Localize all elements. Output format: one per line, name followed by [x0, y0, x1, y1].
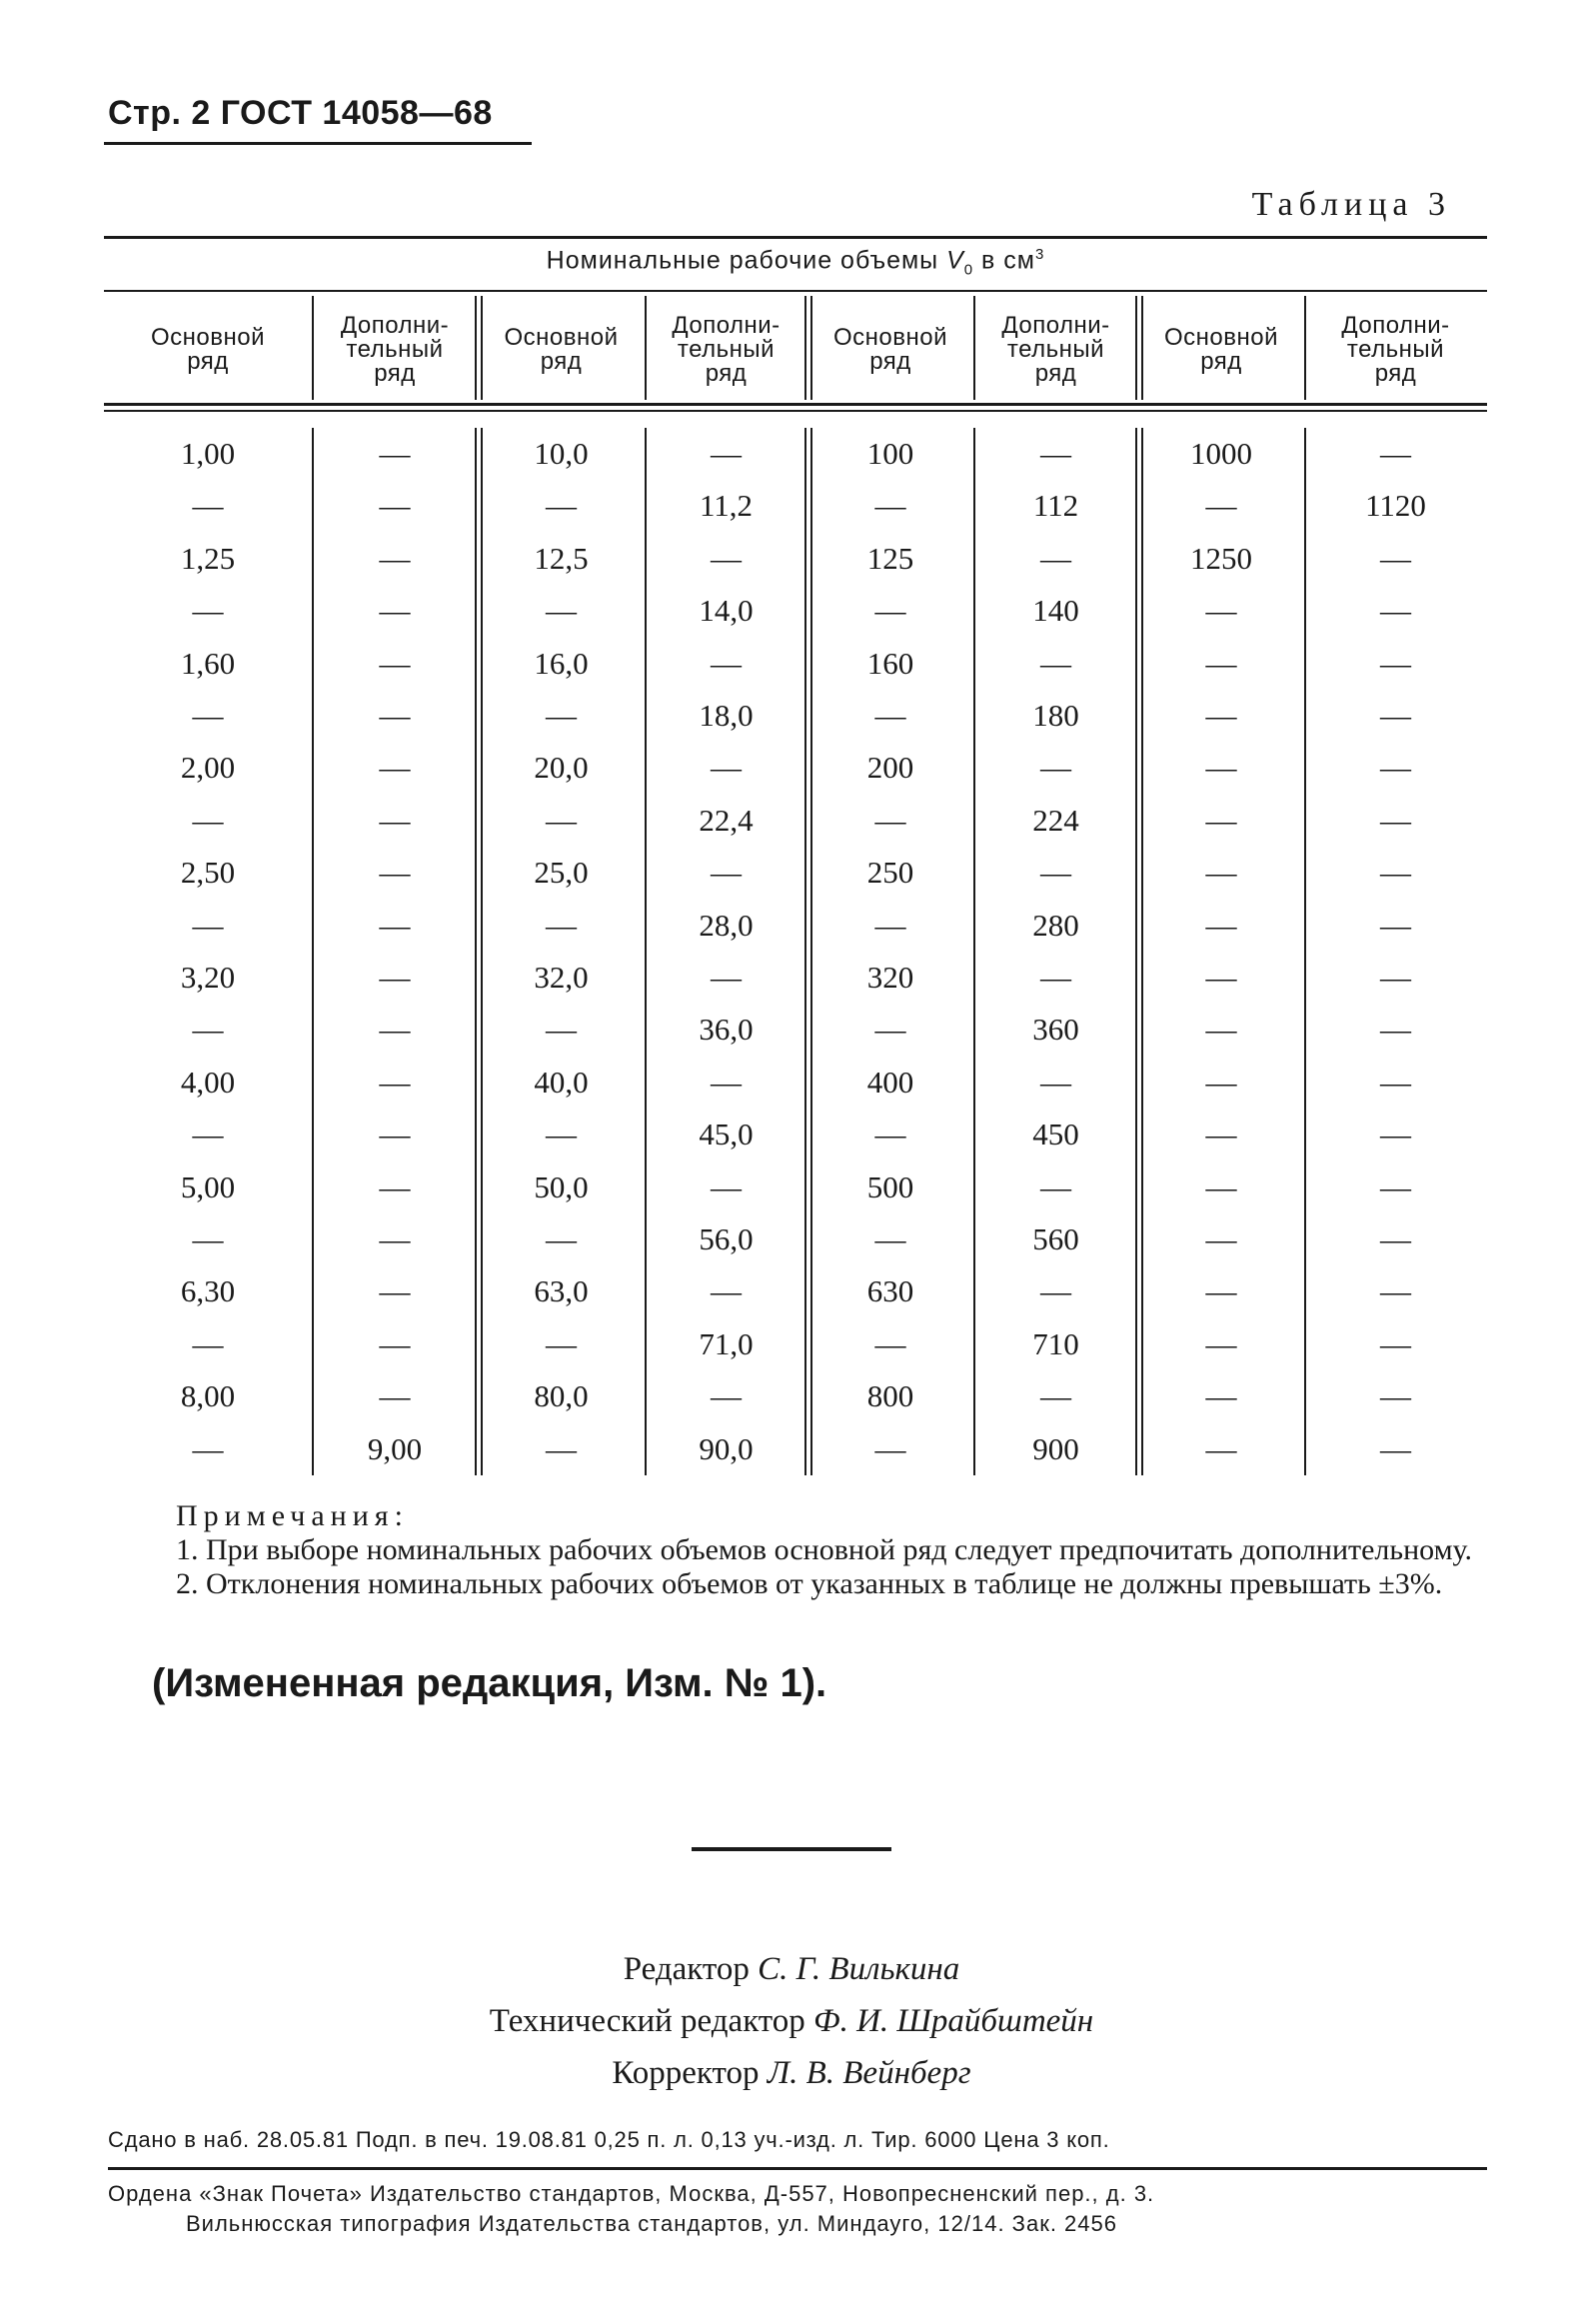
table-cell: 500 — [866, 1168, 914, 1204]
table-cell: 6,30 — [180, 1273, 236, 1309]
table-cell: — — [379, 907, 411, 943]
table-cell: 1,00 — [180, 436, 236, 471]
column-divider — [312, 296, 314, 400]
table-cell: 400 — [866, 1064, 914, 1100]
table-cell: 1000 — [1190, 436, 1252, 471]
table-cell: — — [1205, 1168, 1237, 1204]
table-cell: — — [1205, 855, 1237, 891]
table-cell: — — [379, 645, 411, 681]
header-rule — [104, 142, 532, 145]
table-top-rule — [104, 236, 1487, 239]
table-cell: 3,20 — [180, 960, 236, 995]
table-cell: — — [1205, 750, 1237, 786]
table-cell: — — [192, 698, 224, 733]
table-cell: — — [546, 698, 577, 733]
table-cell: — — [1205, 1273, 1237, 1309]
super-header-var-sub: 0 — [963, 261, 974, 279]
column-header: Дополни- тельный ряд — [672, 312, 781, 387]
table-cell: — — [546, 1430, 577, 1466]
column-header: Дополни- тельный ряд — [1341, 312, 1450, 387]
separator-rule — [692, 1847, 891, 1851]
table-cell: — — [192, 1430, 224, 1466]
table-cell: — — [1205, 593, 1237, 629]
table-cell: — — [1380, 907, 1411, 943]
table-cell: 224 — [1032, 802, 1079, 838]
table-cell: — — [1205, 802, 1237, 838]
table-cell: — — [1205, 698, 1237, 733]
table-cell: — — [711, 1064, 742, 1100]
table-cell: — — [1205, 1430, 1237, 1466]
table-super-header — [104, 246, 1487, 278]
table-cell: 320 — [866, 960, 914, 995]
table-cell: 560 — [1032, 1221, 1079, 1256]
credit-name: Л. В. Вейнберг — [767, 2055, 971, 2091]
table-cell: 1120 — [1365, 488, 1426, 524]
table-cell: — — [379, 1168, 411, 1204]
credit-name: С. Г. Вилькина — [758, 1951, 960, 1987]
table-cell: 1250 — [1190, 540, 1252, 576]
table-cell: — — [1040, 645, 1071, 681]
table-cell: 80,0 — [534, 1378, 589, 1414]
publisher — [108, 2179, 1487, 2239]
credit-line: Технический редактор Ф. И. Шрайбштейн — [489, 2003, 1094, 2039]
table-cell: 10,0 — [534, 436, 589, 471]
table-cell: — — [1380, 1325, 1411, 1361]
table-cell: 90,0 — [699, 1430, 754, 1466]
table-cell: — — [192, 1221, 224, 1256]
table-cell: — — [1380, 698, 1411, 733]
table-cell: 360 — [1032, 1012, 1079, 1048]
table-cell: — — [874, 698, 906, 733]
table-cell: 450 — [1032, 1117, 1079, 1153]
table-cell: 45,0 — [699, 1117, 754, 1153]
table-cell: — — [379, 960, 411, 995]
column-header: Дополни- тельный ряд — [340, 312, 450, 387]
table-cell: — — [379, 1064, 411, 1100]
note-item: 1. При выборе номинальных рабочих объемов основной ряд следует предпочитать дополнительному. — [176, 1533, 1473, 1566]
column-header: Основной ряд — [504, 324, 619, 375]
table-cell: — — [1040, 540, 1071, 576]
table-cell: 40,0 — [534, 1064, 589, 1100]
table-cell: — — [874, 1012, 906, 1048]
table-cell: — — [711, 1378, 742, 1414]
table-cell: 280 — [1032, 907, 1079, 943]
table-cell: 28,0 — [699, 907, 754, 943]
column-divider — [475, 296, 477, 400]
table-cell: 112 — [1032, 488, 1079, 524]
table-cell: — — [1205, 1221, 1237, 1256]
table-cell: — — [874, 1325, 906, 1361]
table-cell: — — [1380, 1273, 1411, 1309]
table-cell: — — [874, 593, 906, 629]
table-cell: — — [1380, 593, 1411, 629]
table-cell: — — [192, 593, 224, 629]
table-cell: — — [1040, 960, 1071, 995]
table-cell: — — [379, 436, 411, 471]
table-cell: — — [1380, 1378, 1411, 1414]
table-caption: Таблица 3 — [1251, 186, 1451, 223]
column-header: Основной ряд — [832, 324, 948, 375]
credit-name: Ф. И. Шрайбштейн — [813, 2003, 1094, 2039]
table-cell: — — [711, 436, 742, 471]
table-cell: — — [1380, 1117, 1411, 1153]
table-cell: 32,0 — [534, 960, 589, 995]
table-cell: — — [1040, 436, 1071, 471]
table-cell: — — [1380, 960, 1411, 995]
table-cell: — — [1380, 1012, 1411, 1048]
table-cell: 1,25 — [180, 540, 236, 576]
table-cell: — — [1205, 907, 1237, 943]
table-cell: — — [379, 488, 411, 524]
table-cell: — — [546, 802, 577, 838]
table-cell: 630 — [866, 1273, 914, 1309]
table-cell: — — [379, 1325, 411, 1361]
table-cell: 710 — [1032, 1325, 1079, 1361]
notes-title: Примечания: — [176, 1499, 409, 1532]
table-cell: — — [379, 855, 411, 891]
imprint-rule — [108, 2167, 1487, 2170]
table-cell: — — [546, 1325, 577, 1361]
table-cell: — — [1380, 1430, 1411, 1466]
table-cell: 1,60 — [180, 645, 236, 681]
table-cell: — — [874, 1430, 906, 1466]
column-divider — [973, 296, 975, 400]
table-cell: — — [379, 1221, 411, 1256]
super-header-text: Номинальные рабочие объемы — [546, 246, 947, 275]
table-cell: — — [711, 750, 742, 786]
table-cell: — — [546, 907, 577, 943]
column-divider — [1135, 296, 1137, 400]
table-cell: — — [192, 907, 224, 943]
credits — [0, 1943, 1583, 2099]
table-cell: — — [1040, 1168, 1071, 1204]
table-head-bottom-rule — [104, 403, 1487, 406]
table-cell: 18,0 — [699, 698, 754, 733]
credit-line: Корректор Л. В. Вейнберг — [612, 2055, 971, 2091]
table-cell: — — [1205, 488, 1237, 524]
column-divider — [645, 296, 647, 400]
table-cell: — — [1380, 855, 1411, 891]
table-cell: 8,00 — [180, 1378, 236, 1414]
table-cell: 20,0 — [534, 750, 589, 786]
table-cell: 9,00 — [367, 1430, 423, 1466]
table-cell: — — [1205, 1378, 1237, 1414]
imprint-line: Сдано в наб. 28.05.81 Подп. в печ. 19.08.81 0,25 п. л. 0,13 уч.-изд. л. Тир. 6000 Цена 3 коп. — [108, 2127, 1110, 2152]
table-cell: 5,00 — [180, 1168, 236, 1204]
table-cell: — — [1040, 855, 1071, 891]
table-cell: — — [1040, 1064, 1071, 1100]
column-divider — [1304, 296, 1306, 400]
table-cell: — — [874, 1221, 906, 1256]
column-divider — [804, 296, 806, 400]
table-cell: — — [192, 488, 224, 524]
table-cell: — — [192, 802, 224, 838]
table-cell: — — [1380, 540, 1411, 576]
publisher-line: Ордена «Знак Почета» Издательство стандартов, Москва, Д-557, Новопресненский пер., д. 3. — [108, 2181, 1155, 2206]
table-cell: 14,0 — [699, 593, 754, 629]
table-cell: — — [1040, 750, 1071, 786]
table-cell: — — [1205, 960, 1237, 995]
table-cell: 2,50 — [180, 855, 236, 891]
super-header-unit: в см — [973, 246, 1035, 275]
table-cell: 11,2 — [699, 488, 754, 524]
table-cell: — — [379, 698, 411, 733]
column-header: Основной ряд — [1163, 324, 1279, 375]
table-cell: — — [1380, 802, 1411, 838]
table-cell: 2,00 — [180, 750, 236, 786]
table-cell: — — [379, 593, 411, 629]
table-cell: — — [711, 1273, 742, 1309]
table-cell: — — [1380, 1221, 1411, 1256]
table-cell: — — [546, 1117, 577, 1153]
table-cell: — — [546, 488, 577, 524]
table-cell: — — [192, 1012, 224, 1048]
table-cell: — — [546, 593, 577, 629]
table-cell: — — [874, 907, 906, 943]
table-cell: — — [711, 855, 742, 891]
table-cell: — — [379, 540, 411, 576]
table-cell: 125 — [866, 540, 914, 576]
table-cell: 200 — [866, 750, 914, 786]
table-cell: — — [1205, 1012, 1237, 1048]
table-cell: 800 — [866, 1378, 914, 1414]
table-cell: — — [379, 1273, 411, 1309]
super-header-var: V — [946, 246, 964, 275]
table-cell: — — [1205, 1064, 1237, 1100]
table-cell: — — [1380, 1168, 1411, 1204]
table-cell: — — [192, 1325, 224, 1361]
table-cell: — — [379, 1012, 411, 1048]
table-cell: — — [379, 750, 411, 786]
table-cell: — — [711, 645, 742, 681]
table-cell: — — [874, 802, 906, 838]
note-item: 2. Отклонения номинальных рабочих объемов от указанных в таблице не должны превышать ±3%. — [176, 1567, 1443, 1600]
table-cell: — — [546, 1012, 577, 1048]
super-header-unit-sup: 3 — [1034, 246, 1045, 263]
credit-line: Редактор С. Г. Вилькина — [623, 1951, 960, 1987]
table-cell: — — [379, 802, 411, 838]
table-head-bottom-rule-2 — [104, 410, 1487, 412]
table-cell: 16,0 — [534, 645, 589, 681]
table-cell: — — [1205, 645, 1237, 681]
table-cell: 140 — [1032, 593, 1079, 629]
table-cell: — — [1040, 1378, 1071, 1414]
table-cell: — — [379, 1117, 411, 1153]
table-cell: 900 — [1032, 1430, 1079, 1466]
table-header-rule — [104, 290, 1487, 292]
table-cell: 63,0 — [534, 1273, 589, 1309]
table-cell: 180 — [1032, 698, 1079, 733]
table-cell: 25,0 — [534, 855, 589, 891]
page-header: Стр. 2 ГОСТ 14058—68 — [108, 94, 493, 132]
table-cell: — — [874, 488, 906, 524]
table-cell: — — [379, 1378, 411, 1414]
table-cell: — — [874, 1117, 906, 1153]
table-cell: 250 — [866, 855, 914, 891]
table-cell: 4,00 — [180, 1064, 236, 1100]
table-cell: 50,0 — [534, 1168, 589, 1204]
table-cell: — — [1380, 1064, 1411, 1100]
column-header: Основной ряд — [150, 324, 266, 375]
table-cell: — — [1380, 750, 1411, 786]
publisher-line: Вильнюсская типография Издательства стандартов, ул. Миндауго, 12/14. Зак. 2456 — [186, 2211, 1117, 2236]
table-cell: — — [192, 1117, 224, 1153]
table-cell: — — [1380, 645, 1411, 681]
table-cell: 12,5 — [534, 540, 589, 576]
table-cell: — — [711, 1168, 742, 1204]
table-cell: 160 — [866, 645, 914, 681]
table-cell: 36,0 — [699, 1012, 754, 1048]
table-cell: — — [546, 1221, 577, 1256]
table-cell: 56,0 — [699, 1221, 754, 1256]
table-cell: 100 — [866, 436, 914, 471]
notes — [110, 1499, 1487, 1601]
amendment-note: (Измененная редакция, Изм. № 1). — [152, 1661, 827, 1705]
table-cell: — — [711, 540, 742, 576]
table-cell: 22,4 — [699, 802, 754, 838]
table-cell: — — [711, 960, 742, 995]
table-cell: — — [1205, 1325, 1237, 1361]
table-cell: — — [1040, 1273, 1071, 1309]
table-cell: — — [1380, 436, 1411, 471]
column-header: Дополни- тельный ряд — [1001, 312, 1110, 387]
table-cell: 71,0 — [699, 1325, 754, 1361]
table-cell: — — [1205, 1117, 1237, 1153]
